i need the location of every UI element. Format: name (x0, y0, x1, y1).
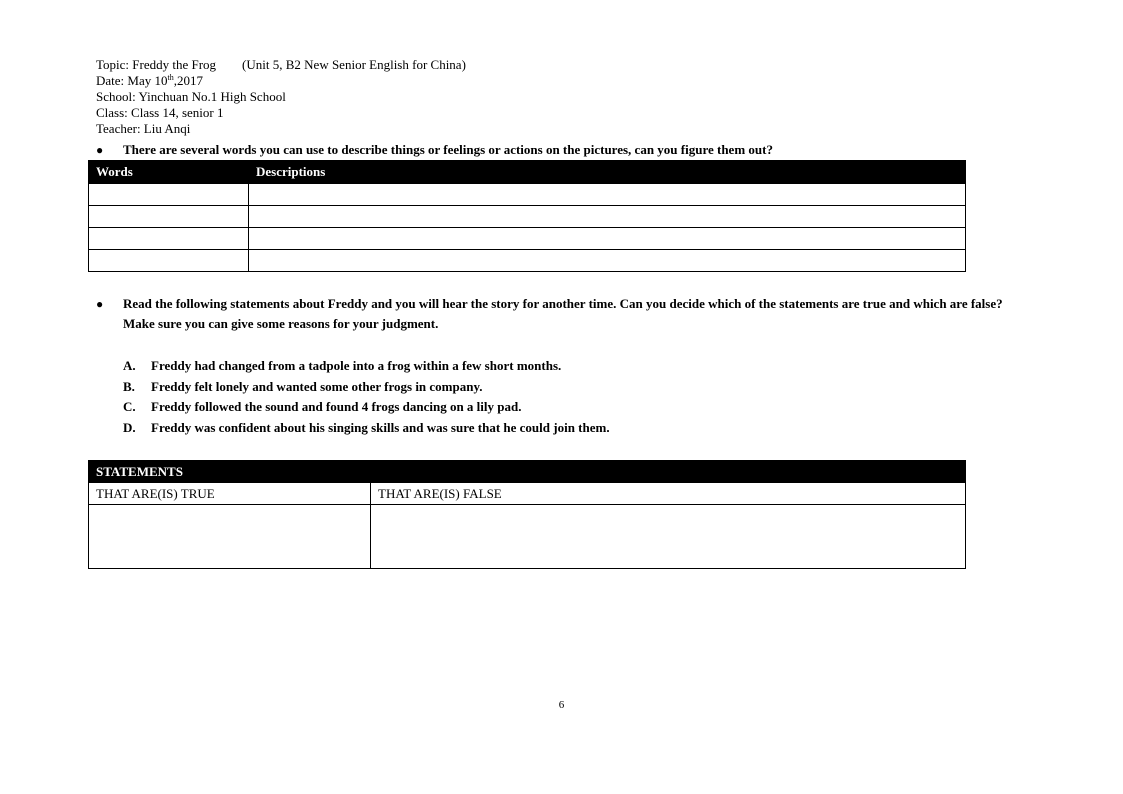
true-false-table (88, 460, 966, 569)
topic-line (96, 57, 466, 73)
words-cell[interactable] (89, 206, 249, 228)
table-row (89, 228, 966, 250)
statement-letter: C. (123, 399, 136, 414)
table-row (89, 184, 966, 206)
list-item (123, 397, 610, 418)
date-prefix: Date: May 10 (96, 73, 168, 88)
statement-text: Freddy felt lonely and wanted some other frogs in company. (151, 378, 483, 394)
descriptions-cell[interactable] (249, 250, 966, 272)
words-descriptions-table (88, 160, 966, 272)
date-line (96, 73, 466, 89)
descriptions-cell[interactable] (249, 228, 966, 250)
school-line: School: Yinchuan No.1 High School (96, 89, 286, 104)
table-row (89, 206, 966, 228)
topic-text: Topic: Freddy the Frog (96, 57, 217, 72)
table-row (89, 505, 966, 569)
statements-table-title: STATEMENTS (89, 461, 966, 483)
page-number: 6 (558, 699, 565, 711)
words-cell[interactable] (89, 228, 249, 250)
date-ordinal-suffix: th (167, 73, 174, 82)
task2-instruction (96, 294, 1031, 334)
words-column-header: Words (89, 161, 249, 184)
bullet-icon: ● (96, 297, 104, 311)
table-header-row (89, 161, 966, 184)
table-header-row (89, 483, 966, 505)
list-item (123, 356, 610, 377)
teacher-line: Teacher: Liu Anqi (96, 121, 191, 136)
true-answer-cell[interactable] (89, 505, 371, 569)
class-line: Class: Class 14, senior 1 (96, 105, 224, 120)
task2-instruction-text: Read the following statements about Freddy and you will hear the story for another time. Can you decide which of the statements are true and which are false? Make sure you can give some reasons for your judgment. (123, 296, 1003, 331)
false-column-header: THAT ARE(IS) FALSE (371, 483, 966, 505)
list-item (123, 418, 610, 439)
statement-letter: B. (123, 378, 135, 394)
false-answer-cell[interactable] (371, 505, 966, 569)
statement-letter: D. (123, 419, 136, 435)
statement-text: Freddy was confident about his singing skills and was sure that he could join them. (151, 419, 610, 435)
descriptions-cell[interactable] (249, 206, 966, 228)
date-suffix: ,2017 (173, 73, 203, 88)
task1-instruction-text: There are several words you can use to describe things or feelings or actions on the pictures, can you figure them out? (123, 142, 773, 157)
task1-instruction (96, 140, 976, 160)
statements-list (123, 356, 610, 438)
descriptions-column-header: Descriptions (249, 161, 966, 184)
words-cell[interactable] (89, 250, 249, 272)
statement-text: Freddy followed the sound and found 4 frogs dancing on a lily pad. (151, 399, 522, 414)
statement-text: Freddy had changed from a tadpole into a frog within a few short months. (151, 358, 562, 373)
table-title-row (89, 461, 966, 483)
descriptions-cell[interactable] (249, 184, 966, 206)
bullet-icon: ● (96, 143, 104, 157)
words-cell[interactable] (89, 184, 249, 206)
list-item (123, 377, 610, 398)
true-column-header: THAT ARE(IS) TRUE (89, 483, 371, 505)
statement-letter: A. (123, 358, 136, 373)
lesson-header (96, 57, 466, 137)
topic-reference: (Unit 5, B2 New Senior English for China) (242, 57, 466, 72)
table-row (89, 250, 966, 272)
